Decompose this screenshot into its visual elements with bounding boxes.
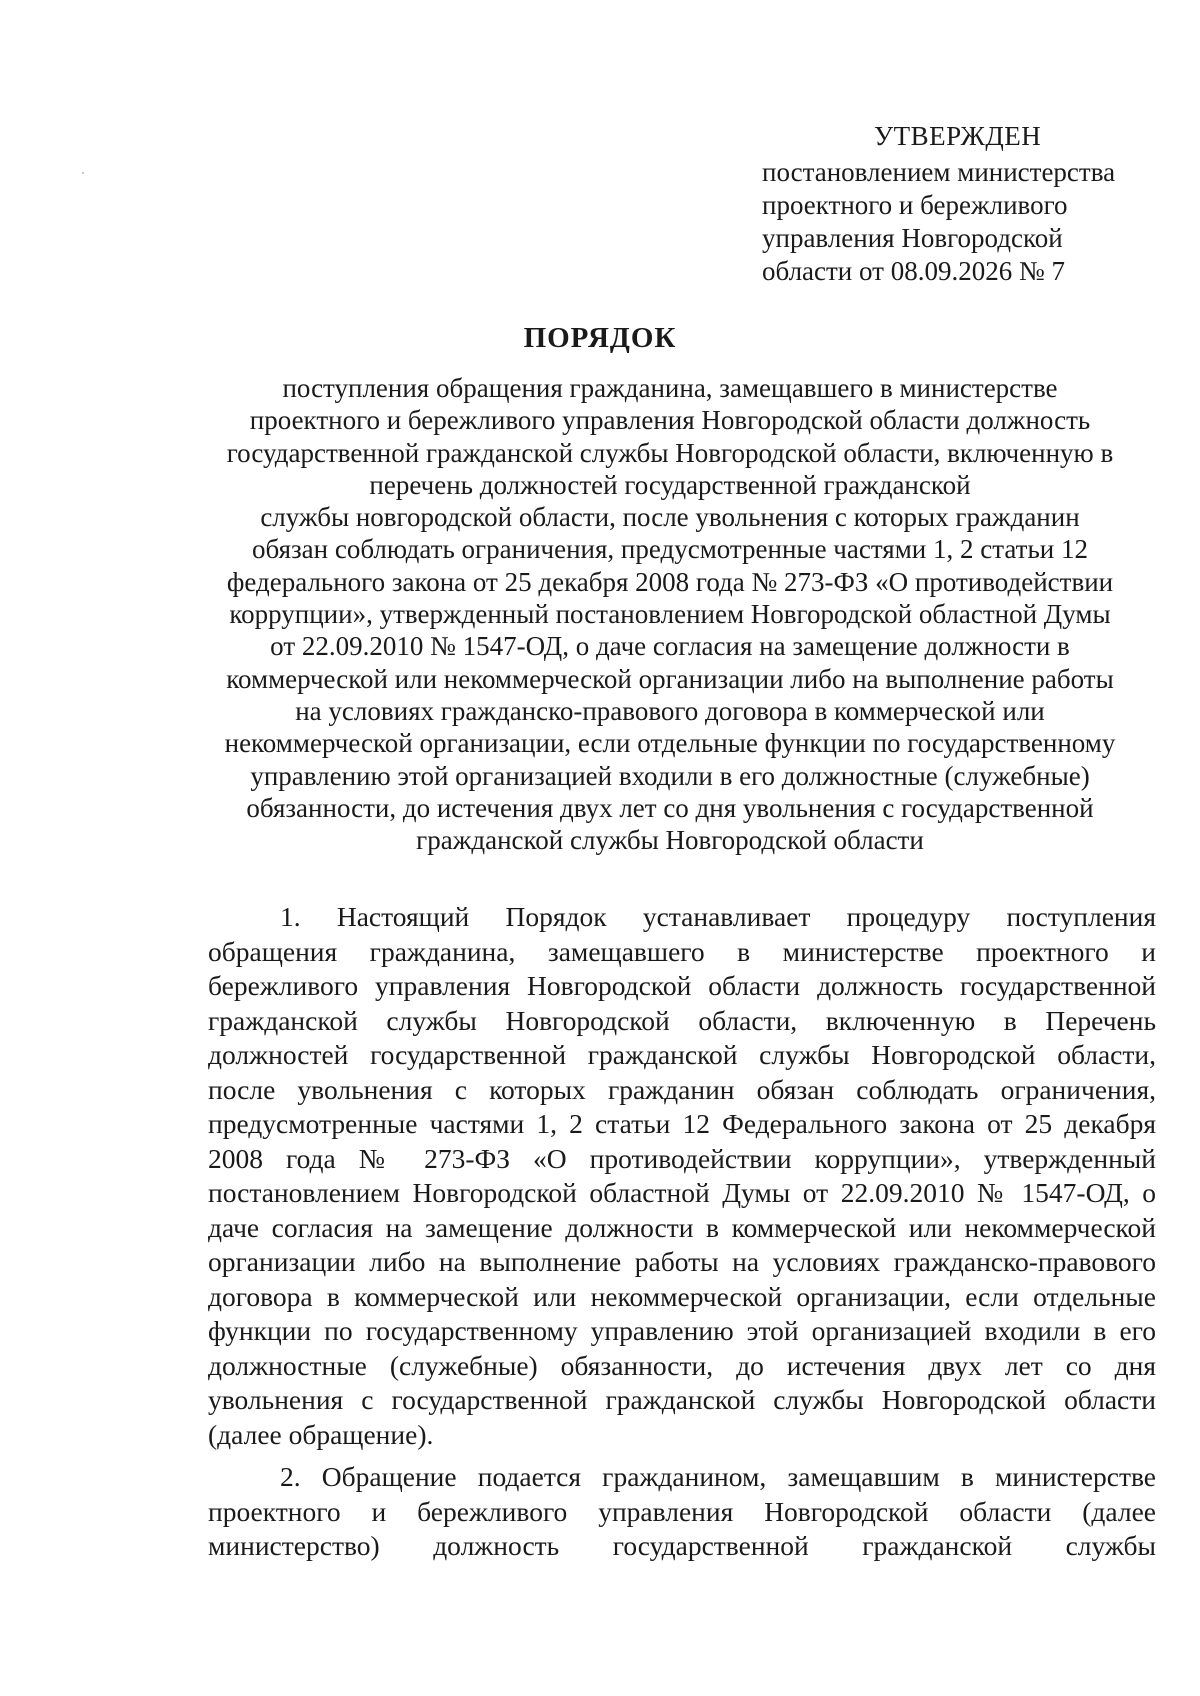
paragraph-line: постановлением Новгородской областной Думы от 22.09.2010 № 1547-ОД, о bbox=[208, 1177, 1156, 1208]
paragraph-line: 2. Обращение подается гражданином, замещавшим в министерстве bbox=[280, 1461, 1156, 1492]
subtitle-line: от 22.09.2010 № 1547-ОД, о даче согласия на замещение должности в bbox=[270, 631, 1070, 662]
approval-line: проектного и бережливого bbox=[762, 190, 1068, 220]
paragraph-line: 1. Настоящий Порядок устанавливает процедуру поступления bbox=[280, 901, 1156, 932]
subtitle-line: гражданской службы Новгородской области bbox=[416, 825, 924, 856]
subtitle-line: службы новгородской области, после увольнения с которых гражданин bbox=[260, 502, 1080, 533]
paragraph-gap bbox=[208, 1452, 1156, 1460]
subtitle-line: обязан соблюдать ограничения, предусмотренные частями 1, 2 статьи 12 bbox=[252, 534, 1088, 565]
approval-line: области от 08.09.2026 № 7 bbox=[762, 256, 1065, 286]
paragraph-line: договора в коммерческой или некоммерческой организации, если отдельные bbox=[208, 1280, 1156, 1312]
subtitle-line: коммерческой или некоммерческой организации либо на выполнение работы bbox=[226, 663, 1114, 694]
approval-stamp-block bbox=[762, 120, 1162, 288]
paragraph-line: проектного и бережливого управления Новгородской области (далее bbox=[208, 1495, 1156, 1527]
approval-title: УТВЕРЖДЕН bbox=[874, 121, 1042, 151]
paragraph-line: 2008 года № 273-ФЗ «О противодействии коррупции», утвержденный bbox=[208, 1142, 1156, 1174]
subtitle-line: проектного и бережливого управления Новгородской области должность bbox=[249, 405, 1091, 436]
subtitle-line: на условиях гражданско-правового договора в коммерческой или bbox=[295, 695, 1045, 726]
subtitle-line: федерального закона от 25 декабря 2008 года № 273-ФЗ «О противодействии bbox=[226, 566, 1114, 597]
scan-speck bbox=[82, 172, 84, 174]
subtitle-line: поступления обращения гражданина, замещавшего в министерстве bbox=[282, 373, 1058, 403]
paragraph-line: бережливого управления Новгородской области должность государственной bbox=[208, 970, 1156, 1001]
paragraph-line: увольнения с государственной гражданской службы Новгородской области bbox=[208, 1384, 1156, 1415]
subtitle-line: обязанности, до истечения двух лет со дня увольнения с государственной bbox=[246, 792, 1094, 823]
document-title: ПОРЯДОК bbox=[523, 322, 677, 354]
paragraph-line: должностей государственной гражданской службы Новгородской области, bbox=[208, 1039, 1156, 1070]
paragraph-line: гражданской службы Новгородской области, включенную в Перечень bbox=[208, 1004, 1156, 1036]
subtitle-line: перечень должностей государственной гражданской bbox=[369, 469, 971, 500]
document-body bbox=[208, 900, 1156, 1564]
subtitle-line: коррупции», утвержденный постановлением Новгородской областной Думы bbox=[229, 599, 1111, 630]
paragraph-1 bbox=[208, 900, 1156, 1452]
paragraph-line: (далее обращение). bbox=[208, 1418, 434, 1450]
approval-line: управления Новгородской bbox=[762, 223, 1063, 253]
subtitle-line: государственной гражданской службы Новгородской области, включенную в bbox=[226, 437, 1114, 468]
paragraph-2 bbox=[208, 1460, 1156, 1564]
paragraph-line: после увольнения с которых гражданин обязан соблюдать ограничения, bbox=[208, 1073, 1156, 1105]
paragraph-line: обращения гражданина, замещавшего в министерстве проектного и bbox=[208, 935, 1156, 967]
subtitle-line: управлению этой организацией входили в его должностные (служебные) bbox=[250, 760, 1090, 791]
subtitle-line: некоммерческой организации, если отдельные функции по государственному bbox=[224, 728, 1116, 759]
paragraph-line: даче согласия на замещение должности в коммерческой или некоммерческой bbox=[208, 1211, 1156, 1243]
approval-line: постановлением министерства bbox=[762, 157, 1116, 187]
paragraph-line: функции по государственному управлению этой организацией входили в его bbox=[208, 1315, 1156, 1346]
paragraph-line: предусмотренные частями 1, 2 статьи 12 Федерального закона от 25 декабря bbox=[208, 1108, 1156, 1139]
paragraph-line: министерство) должность государственной гражданской службы bbox=[208, 1530, 1156, 1561]
document-subtitle bbox=[180, 372, 1160, 856]
paragraph-line: организации либо на выполнение работы на условиях гражданско-правового bbox=[208, 1246, 1156, 1277]
paragraph-line: должностные (служебные) обязанности, до истечения двух лет со дня bbox=[208, 1349, 1156, 1381]
